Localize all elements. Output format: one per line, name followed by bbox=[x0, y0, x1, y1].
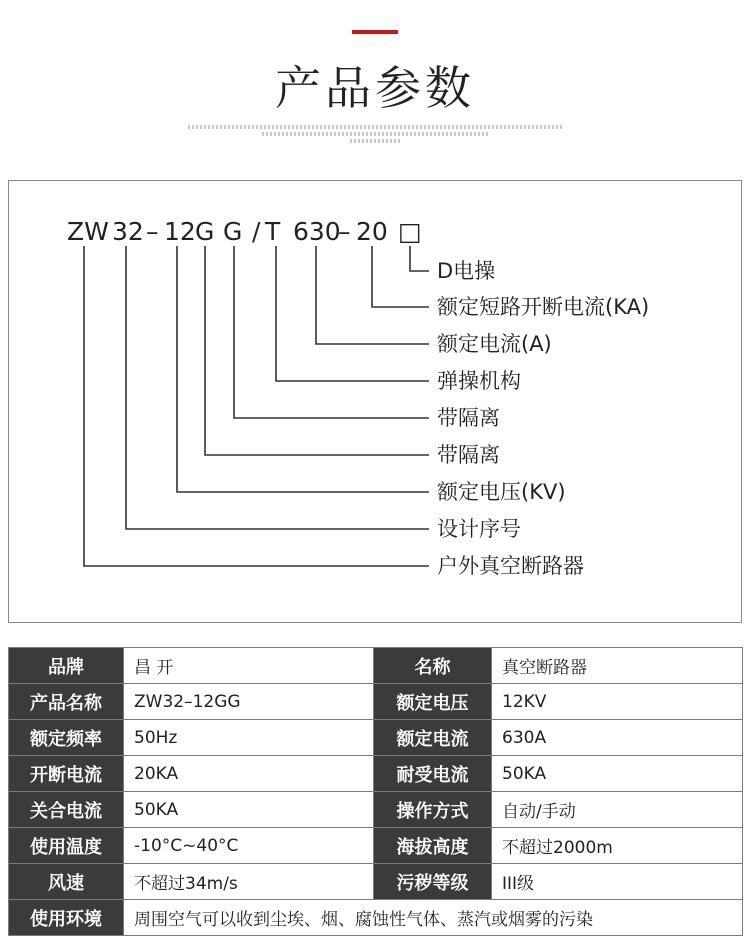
spec-value: 50KA bbox=[124, 792, 374, 828]
label-design-serial: 设计序号 bbox=[437, 517, 521, 541]
decorative-fine-text bbox=[350, 139, 400, 143]
spec-key: 开断电流 bbox=[9, 756, 124, 792]
spec-key: 额定电流 bbox=[374, 720, 492, 756]
spec-value: 50KA bbox=[492, 756, 743, 792]
label-spring-mechanism: 弹操机构 bbox=[437, 369, 521, 393]
model-token-g1: G bbox=[195, 217, 215, 246]
label-rated-voltage: 额定电压(KV) bbox=[437, 480, 566, 504]
spec-value: 周围空气可以收到尘埃、烟、腐蚀性气体、蒸汽或烟雾的污染 bbox=[124, 900, 743, 936]
model-token-design: 32 bbox=[112, 217, 144, 246]
spec-value: III级 bbox=[492, 864, 743, 900]
spec-key: 品牌 bbox=[9, 648, 124, 684]
table-row bbox=[9, 828, 743, 864]
decorative-fine-text bbox=[188, 125, 562, 129]
label-with-isolation-2: 带隔离 bbox=[437, 443, 500, 467]
model-token-breaking: 20 bbox=[356, 217, 388, 246]
spec-value: -10°C~40°C bbox=[124, 828, 374, 864]
spec-key: 产品名称 bbox=[9, 684, 124, 720]
leader-line bbox=[84, 246, 429, 566]
table-row bbox=[9, 684, 743, 720]
leader-lines bbox=[84, 246, 429, 566]
spec-table bbox=[8, 647, 743, 936]
label-short-circuit-breaking-current: 额定短路开断电流(KA) bbox=[437, 295, 650, 319]
decorative-fine-text bbox=[262, 132, 488, 136]
model-token-g2: G bbox=[223, 217, 243, 246]
title-accent-bar bbox=[352, 30, 398, 34]
spec-value: 自动/手动 bbox=[492, 792, 743, 828]
leader-line bbox=[410, 246, 429, 271]
spec-value: 昌 开 bbox=[124, 648, 374, 684]
spec-key: 使用环境 bbox=[9, 900, 124, 936]
spec-value: 20KA bbox=[124, 756, 374, 792]
model-token-dash: – bbox=[146, 217, 159, 246]
spec-value: 不超过34m/s bbox=[124, 864, 374, 900]
table-row bbox=[9, 756, 743, 792]
spec-key: 海拔高度 bbox=[374, 828, 492, 864]
model-token-current: 630 bbox=[293, 217, 341, 246]
label-outdoor-vacuum-breaker: 户外真空断路器 bbox=[437, 554, 584, 578]
spec-key: 耐受电流 bbox=[374, 756, 492, 792]
spec-key: 名称 bbox=[374, 648, 492, 684]
table-row bbox=[9, 792, 743, 828]
spec-key: 额定电压 bbox=[374, 684, 492, 720]
spec-key: 风速 bbox=[9, 864, 124, 900]
spec-value: 630A bbox=[492, 720, 743, 756]
model-token-t: T bbox=[265, 217, 281, 246]
model-token-box: □ bbox=[398, 217, 422, 246]
spec-value: 50Hz bbox=[124, 720, 374, 756]
leader-line bbox=[205, 246, 429, 455]
leader-line bbox=[372, 246, 429, 307]
leader-line bbox=[276, 246, 429, 381]
leader-line bbox=[126, 246, 429, 529]
table-row bbox=[9, 720, 743, 756]
page-title: 产品参数 bbox=[275, 61, 475, 115]
spec-key: 关合电流 bbox=[9, 792, 124, 828]
spec-value: 真空断路器 bbox=[492, 648, 743, 684]
table-row bbox=[9, 864, 743, 900]
label-rated-current: 额定电流(A) bbox=[437, 332, 552, 356]
spec-value: 12KV bbox=[492, 684, 743, 720]
label-electric-operation: D电操 bbox=[437, 259, 496, 283]
model-code-diagram bbox=[8, 180, 742, 623]
spec-key: 污秽等级 bbox=[374, 864, 492, 900]
model-token-voltage: 12 bbox=[164, 217, 196, 246]
table-row bbox=[9, 648, 743, 684]
spec-key: 额定频率 bbox=[9, 720, 124, 756]
label-with-isolation-1: 带隔离 bbox=[437, 406, 500, 430]
table-row bbox=[9, 900, 743, 936]
spec-value: ZW32–12GG bbox=[124, 684, 374, 720]
leader-line bbox=[234, 246, 429, 418]
model-code-svg bbox=[9, 181, 743, 624]
model-token-series: ZW bbox=[67, 217, 109, 246]
spec-key: 使用温度 bbox=[9, 828, 124, 864]
model-token-slash: / bbox=[252, 217, 261, 246]
model-token-dash: – bbox=[338, 217, 351, 246]
spec-value: 不超过2000m bbox=[492, 828, 743, 864]
spec-key: 操作方式 bbox=[374, 792, 492, 828]
